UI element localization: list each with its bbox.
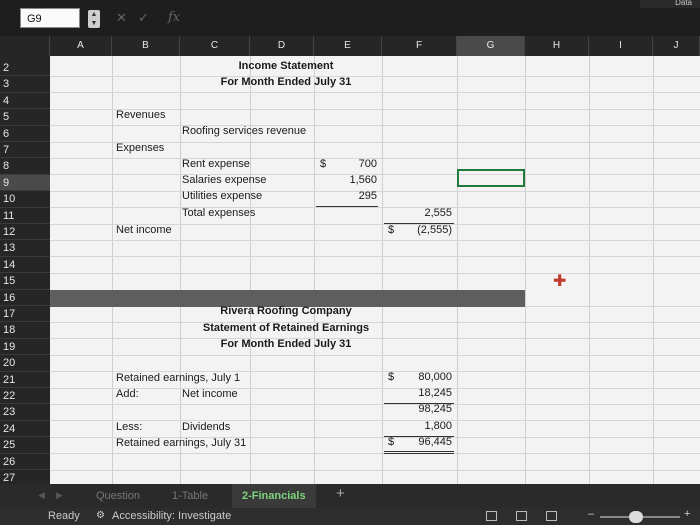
subtotal-underline: [316, 206, 378, 207]
selected-cell-g9[interactable]: [457, 169, 525, 187]
retained-end-dollar-sign: $: [388, 436, 395, 448]
dividends-label: Dividends: [182, 421, 231, 433]
retained-end-value: 96,445: [418, 436, 452, 448]
row-header[interactable]: 2: [0, 60, 50, 76]
salaries-expense-value: 1,560: [349, 174, 377, 186]
row-header[interactable]: 9: [0, 175, 50, 191]
sheet-tab-bar: [0, 484, 700, 508]
row-header[interactable]: 6: [0, 126, 50, 142]
roofing-revenue-label: Roofing services revenue: [182, 125, 307, 137]
row-header[interactable]: 16: [0, 290, 50, 306]
rent-dollar-sign: $: [320, 158, 327, 170]
total-expenses-label: Total expenses: [182, 207, 256, 219]
retained-begin-value: 80,000: [418, 371, 452, 383]
page-break-view-icon[interactable]: [546, 511, 557, 521]
fx-icon[interactable]: fx: [168, 10, 181, 25]
gridline: [50, 256, 700, 257]
gridline: [50, 125, 700, 126]
add-net-income-value: 18,245: [418, 387, 452, 399]
gridline: [50, 388, 700, 389]
total-expenses-value: 2,555: [424, 207, 452, 219]
column-header-c[interactable]: C: [180, 36, 250, 56]
row-header[interactable]: 4: [0, 93, 50, 109]
column-header-d[interactable]: D: [250, 36, 314, 56]
tab-1-table[interactable]: 1-Table: [172, 490, 209, 502]
column-header-g[interactable]: G: [457, 36, 525, 56]
column-header-b[interactable]: B: [112, 36, 180, 56]
rent-expense-value: 700: [358, 158, 377, 170]
rent-expense-label: Rent expense: [182, 158, 250, 170]
tab-scroll-right-icon[interactable]: ▶: [56, 490, 63, 500]
retained-begin-dollar-sign: $: [388, 371, 395, 383]
income-statement-title: Income Statement: [238, 60, 334, 72]
confirm-icon[interactable]: ✓: [138, 10, 149, 25]
ribbon-corner: [640, 0, 700, 8]
gridline: [50, 420, 700, 421]
cancel-icon[interactable]: ✕: [116, 10, 127, 25]
income-statement-period: For Month Ended July 31: [220, 76, 352, 88]
worksheet-grid[interactable]: [50, 56, 700, 484]
utilities-expense-value: 295: [358, 190, 377, 202]
row-header[interactable]: 20: [0, 355, 50, 371]
row-header[interactable]: 13: [0, 240, 50, 256]
select-all-corner[interactable]: [0, 36, 50, 56]
ribbon-corner-label: Data: [675, 0, 692, 7]
retained-end-label: Retained earnings, July 31: [116, 437, 247, 449]
gridline: [50, 207, 700, 208]
row-header[interactable]: 22: [0, 388, 50, 404]
column-header-i[interactable]: I: [589, 36, 653, 56]
row-header[interactable]: 21: [0, 372, 50, 388]
normal-view-icon[interactable]: [486, 511, 497, 521]
gridline: [50, 273, 700, 274]
add-sheet-button[interactable]: +: [336, 485, 345, 502]
add-label: Add:: [116, 388, 139, 400]
row-header[interactable]: 5: [0, 109, 50, 125]
row-header[interactable]: 17: [0, 306, 50, 322]
row-header[interactable]: 11: [0, 208, 50, 224]
row-headers: [0, 56, 50, 484]
row-header[interactable]: 3: [0, 76, 50, 92]
column-header-j[interactable]: J: [653, 36, 700, 56]
utilities-expense-label: Utilities expense: [182, 190, 263, 202]
formula-bar: [0, 0, 700, 36]
column-headers: [0, 36, 700, 56]
tab-question[interactable]: Question: [96, 490, 141, 502]
net-income-value: (2,555): [417, 224, 452, 236]
retained-earnings-period: For Month Ended July 31: [220, 338, 352, 350]
zoom-slider-handle[interactable]: [629, 511, 643, 523]
tab-2-financials[interactable]: 2-Financials: [232, 484, 316, 508]
row-header[interactable]: 12: [0, 224, 50, 240]
row-header[interactable]: 8: [0, 158, 50, 174]
company-name: Rivera Roofing Company: [220, 305, 352, 317]
row-header[interactable]: 23: [0, 404, 50, 420]
row-header[interactable]: 10: [0, 191, 50, 207]
expenses-label: Expenses: [116, 142, 165, 154]
retained-subtotal-value: 98,245: [418, 403, 452, 415]
accessibility-icon[interactable]: ⚙: [96, 510, 105, 521]
row-header[interactable]: 19: [0, 339, 50, 355]
double-underline: [384, 453, 454, 454]
plus-cursor-icon: ✚: [553, 273, 567, 290]
revenues-label: Revenues: [116, 109, 166, 121]
net-income-dollar-sign: $: [388, 224, 395, 236]
column-header-f[interactable]: F: [382, 36, 457, 56]
status-ready: Ready: [48, 510, 80, 522]
row-header[interactable]: 15: [0, 273, 50, 289]
name-box-stepper-icon[interactable]: ▲ ▼: [88, 10, 100, 28]
column-header-e[interactable]: E: [314, 36, 382, 56]
status-bar: [0, 508, 700, 525]
row-header[interactable]: 24: [0, 421, 50, 437]
row-header[interactable]: 14: [0, 257, 50, 273]
row-header[interactable]: 25: [0, 437, 50, 453]
retained-earnings-title: Statement of Retained Earnings: [202, 322, 370, 334]
name-box[interactable]: G9: [20, 8, 80, 28]
page-layout-view-icon[interactable]: [516, 511, 527, 521]
gridline: [50, 92, 700, 93]
dividends-value: 1,800: [424, 420, 452, 432]
row-header[interactable]: 26: [0, 454, 50, 470]
accessibility-status[interactable]: Accessibility: Investigate: [112, 510, 232, 522]
zoom-out-icon[interactable]: –: [588, 508, 595, 520]
gridline: [50, 470, 700, 471]
gridline: [50, 355, 700, 356]
zoom-in-icon[interactable]: +: [684, 508, 691, 520]
column-header-a[interactable]: A: [50, 36, 112, 56]
column-header-h[interactable]: H: [525, 36, 589, 56]
row-header[interactable]: 27: [0, 470, 50, 486]
salaries-expense-label: Salaries expense: [182, 174, 267, 186]
gridline: [50, 240, 700, 241]
add-net-income-label: Net income: [182, 388, 238, 400]
net-income-label: Net income: [116, 224, 172, 236]
gridline: [50, 453, 700, 454]
row-header[interactable]: 18: [0, 322, 50, 338]
less-label: Less:: [116, 421, 143, 433]
tab-scroll-left-icon[interactable]: ◀: [38, 490, 45, 500]
retained-begin-label: Retained earnings, July 1: [116, 372, 241, 384]
row-header[interactable]: 7: [0, 142, 50, 158]
double-underline: [384, 451, 454, 452]
gridline: [50, 404, 700, 405]
